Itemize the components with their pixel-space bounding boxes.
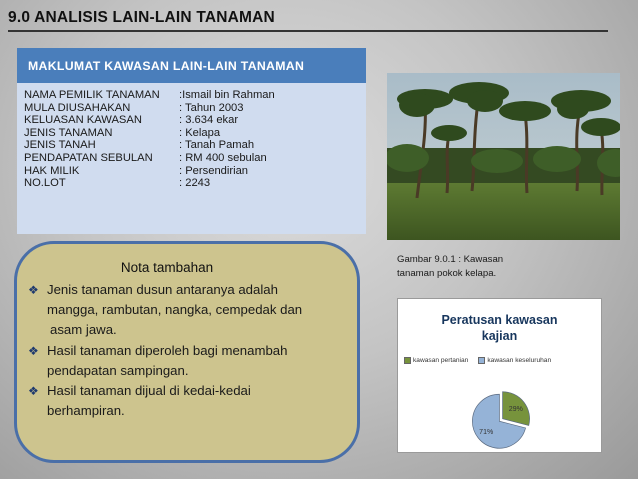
note-line: Hasil tanaman dijual di kedai-kedai [47, 383, 251, 399]
info-label: JENIS TANAMAN [24, 126, 113, 139]
info-label: MULA DIUSAHAKAN [24, 101, 131, 114]
photo-caption-line: tanaman pokok kelapa. [397, 268, 497, 279]
diamond-bullet-icon: ❖ [28, 343, 39, 358]
info-value: : Kelapa [179, 126, 221, 139]
info-row [24, 177, 366, 190]
info-value: : 3.634 ekar [179, 114, 239, 127]
pie-slice-label: 29% [508, 406, 523, 414]
legend-label: kawasan keseluruhan [487, 357, 552, 364]
info-label: HAK MILIK [24, 164, 80, 177]
info-table-header: MAKLUMAT KAWASAN LAIN-LAIN TANAMAN [17, 48, 366, 83]
info-row [24, 89, 366, 102]
info-label: NO.LOT [24, 177, 66, 190]
info-value: : 2243 [179, 177, 211, 190]
info-value: : RM 400 sebulan [179, 151, 267, 164]
slide-title: 9.0 ANALISIS LAIN-LAIN TANAMAN [8, 9, 608, 32]
note-line: Jenis tanaman dusun antaranya adalah [47, 282, 278, 297]
notes-title: Nota tambahan [120, 260, 214, 275]
info-row [24, 139, 366, 152]
info-row [24, 114, 366, 127]
info-value: : Tahun 2003 [179, 101, 244, 114]
note-line: mangga, rambutan, nangka, cempedak dan [47, 302, 303, 318]
info-label: NAMA PEMILIK TANAMAN [24, 89, 160, 101]
note-line: pendapatan sampingan. [47, 362, 189, 378]
note-item [25, 280, 355, 341]
photo-caption-line: Gambar 9.0.1 : Kawasan [397, 254, 504, 265]
pie-slice-label: 71% [479, 428, 494, 436]
note-item [25, 341, 355, 381]
note-line: berhampiran. [47, 403, 125, 419]
pie-chart-plot [398, 299, 601, 452]
diamond-bullet-icon: ❖ [28, 384, 39, 399]
info-label: PENDAPATAN SEBULAN [24, 151, 153, 164]
note-line: Hasil tanaman diperoleh bagi menambah [47, 342, 288, 358]
notes-box [14, 241, 360, 463]
info-label: JENIS TANAH [24, 139, 96, 152]
info-value: :Ismail bin Rahman [179, 89, 275, 101]
info-label: KELUASAN KAWASAN [24, 114, 142, 127]
info-row [24, 102, 366, 115]
photo-caption [397, 253, 587, 281]
info-table [17, 48, 366, 234]
info-value: : Persendirian [179, 164, 249, 177]
info-row [24, 127, 366, 140]
chart-title-line: Peratusan kawasan [441, 313, 558, 327]
coconut-plantation-photo [387, 73, 620, 240]
info-table-body [17, 83, 366, 234]
info-row [24, 152, 366, 165]
info-value: : Tanah Pamah [179, 139, 255, 152]
note-item [25, 381, 355, 421]
notes-list [25, 280, 355, 421]
legend-label: kawasan pertanian [413, 357, 469, 364]
note-line: asam jawa. [50, 322, 117, 338]
pie-chart [397, 298, 602, 453]
diamond-bullet-icon: ❖ [28, 283, 39, 297]
info-row [24, 165, 366, 178]
chart-title-line: kajian [481, 329, 518, 343]
